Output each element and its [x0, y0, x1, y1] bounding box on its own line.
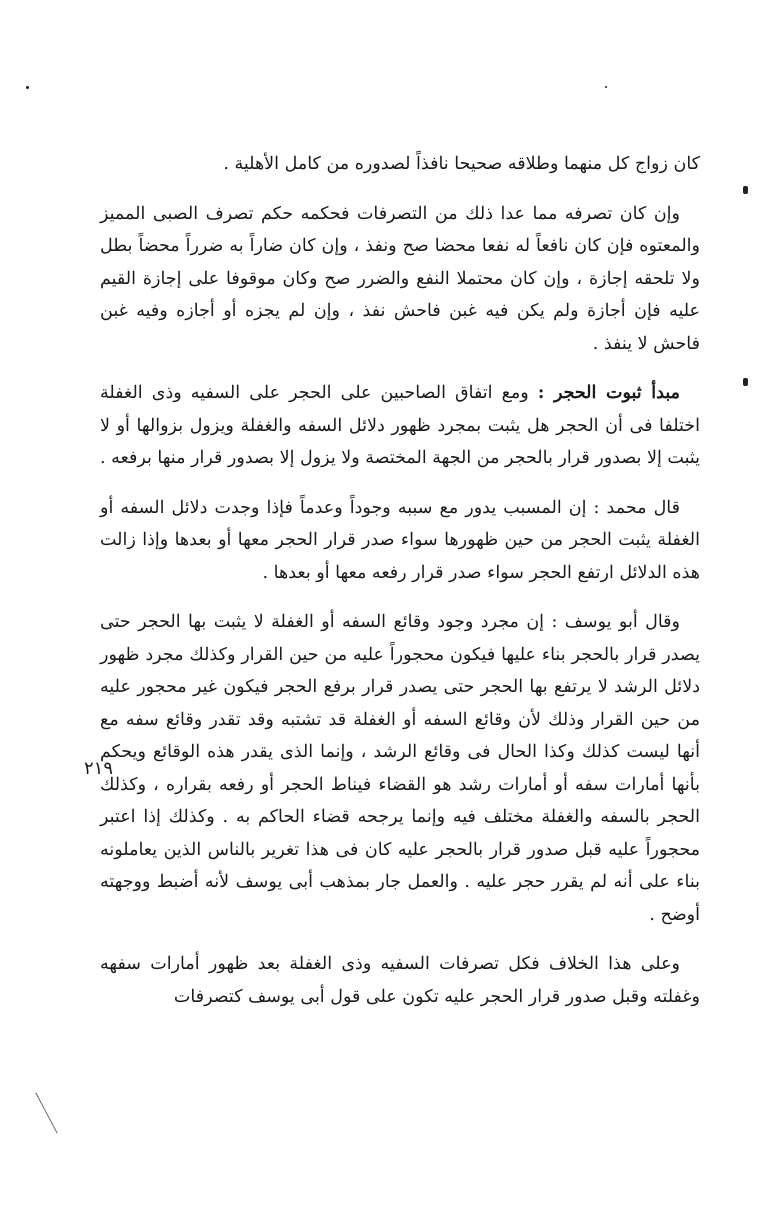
scan-speck: [743, 378, 748, 386]
paragraph: وعلى هذا الخلاف فكل تصرفات السفيه وذى الغفلة بعد ظهور أمارات سفهه وغفلته وقبل صدور قرار الحجر عليه تكون على قول أبى يوسف كتصرفات: [100, 954, 700, 1007]
body-text: [100, 148, 700, 1030]
scan-speck: [605, 86, 607, 88]
paragraph: وقال أبو يوسف : إن مجرد وجود وقائع السفه أو الغفلة لا يثبت بها الحجر حتى يصدر قرار بالحجر بناء عليها فيكون محجوراً عليه من حين القرار وكذلك مجرد ظهور دلائل الرشد لا يرتفع بها الحجر حتى يصدر قرار برفع الحجر فيكون غير محجور عليه من حين القرار وذلك لأن وقائع السفه أو الغفلة قد تشتبه وقد تقدر وقائع سفه مع أنها ليست كذلك وكذا الحال فى وقائع الرشد ، وإنما الذى يقدر هذه الوقائع ويحكم بأنها أمارات سفه أو أمارات رشد هو القضاء فيناط الحجر أو رفعه بقراره ، وكذلك الحجر بالسفه والغفلة مختلف فيه وإنما يرجحه قضاء الحاكم به . وكذلك إذا اعتبر محجوراً عليه قبل صدور قرار بالحجر عليه كان فى هذا تغرير بالناس الذين يعاملونه بناء على أنه لم يقرر حجر عليه . والعمل جار بمذهب أبى يوسف لأنه أضبط ووجهته أوضح .: [100, 612, 700, 925]
scan-speck: [743, 186, 748, 194]
paragraph: قال محمد : إن المسبب يدور مع سببه وجوداً وعدماً فإذا وجدت دلائل السفه أو الغفلة يثبت الحجر من حين ظهورها سواء صدر قرار الحجر معها أو بعدها وإذا زالت هذه الدلائل ارتفع الحجر سواء صدر قرار رفعه معها أو بعدها .: [100, 497, 700, 583]
page-number: ٢١٩: [84, 758, 114, 779]
paragraph: كان زواج كل منهما وطلاقه صحيحا نافذاً لصدوره من كامل الأهلية .: [223, 154, 700, 174]
section-heading: مبدأ ثبوت الحجر :: [537, 383, 680, 403]
paragraph: وإن كان تصرفه مما عدا ذلك من التصرفات فحكمه حكم تصرف الصبى المميز والمعتوه فإن كان نافعاً له نفعا محضا صح ونفذ ، وإن كان ضاراً به ضرراً محضاً بطل ولا تلحقه إجازة ، وإن كان محتملا النفع والضرر صح وكان موقوفا على إجازة القيم عليه فإن أجازة ولم يكن فيه غبن فاحش نفذ ، وإن لم يجزه أو أجازه وفيه غبن فاحش لا ينفذ .: [100, 203, 700, 354]
scan-mark: [35, 1092, 57, 1133]
paragraph: مبدأ ثبوت الحجر : ومع اتفاق الصاحبين على الحجر على السفيه وذى الغفلة اختلفا فى أن الحجر هل يثبت بمجرد ظهور دلائل السفه والغفلة ويزول بزوالها أو لا يثبت إلا بصدور قرار بالحجر من الجهة المختصة ولا يزول إلا بصدور قرار منها برفعه .: [100, 383, 700, 468]
scan-speck: [26, 86, 29, 89]
